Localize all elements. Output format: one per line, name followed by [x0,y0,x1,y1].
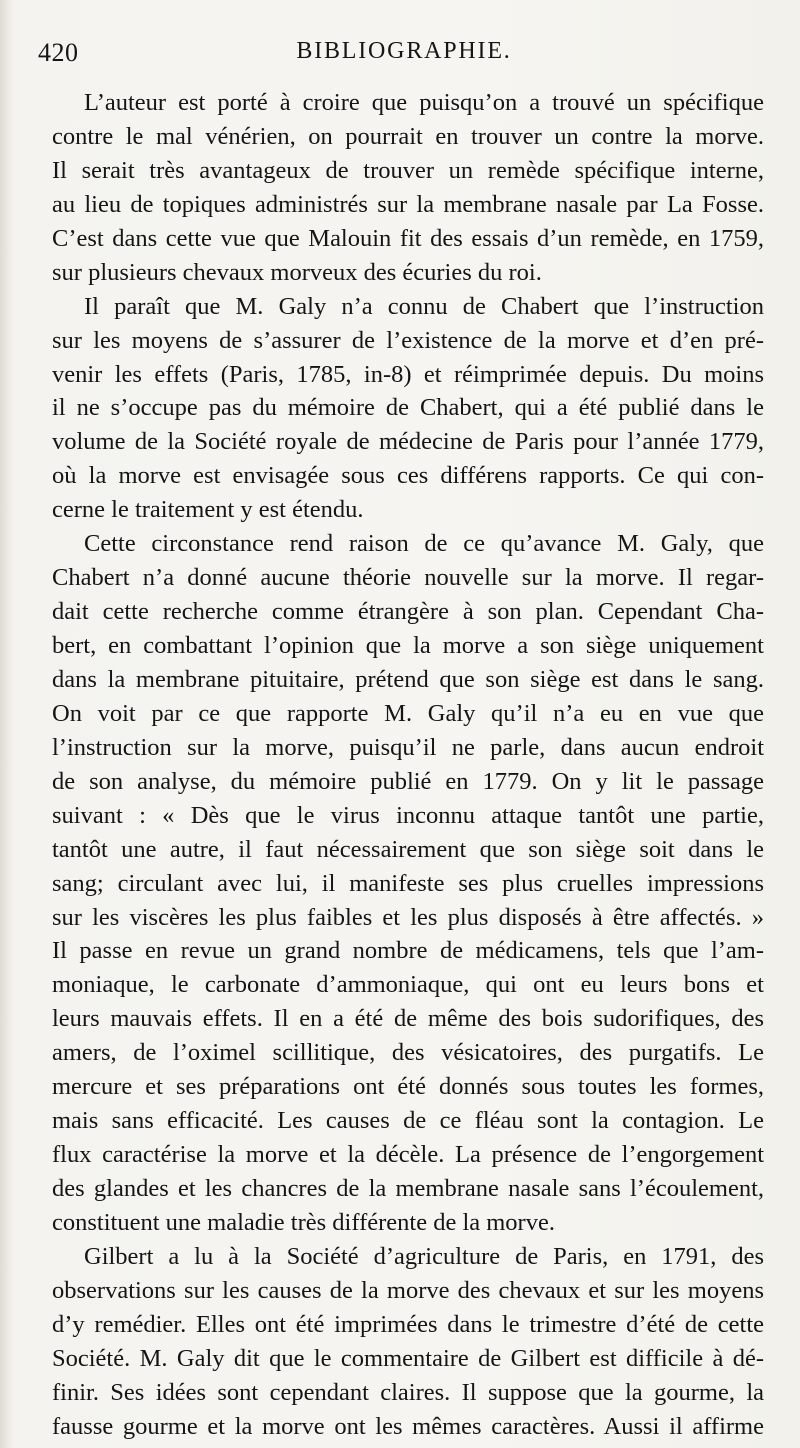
text-line: l’instruction sur la morve, puisqu’il ne parle, dans aucun endroit [52,733,764,761]
text-line: il ne s’occupe pas du mémoire de Chabert, qui a été publié dans le [52,394,764,422]
text-line: amers, de l’oximel scillitique, des vésicatoires, des purgatifs. Le [52,1039,764,1067]
text-line: Il passe en revue un grand nombre de médicamens, tels que l’am- [52,937,764,965]
text-line: Société. M. Galy dit que le commentaire de Gilbert est difficile à dé- [52,1344,764,1372]
text-line: On voit par ce que rapporte M. Galy qu’il n’a eu en vue que [52,699,764,727]
text-line: leurs mauvais effets. Il en a été de même des bois sudorifiques, des [52,1005,764,1033]
text-line: au lieu de topiques administrés sur la membrane nasale par La Fosse. [52,190,764,218]
paragraph [52,1240,764,1444]
text-line: bert, en combattant l’opinion que la morve a son siège uniquement [52,632,764,659]
text-line: d’y remédier. Elles ont été imprimées dans le trimestre d’été de cette [52,1310,764,1338]
text-line: Cette circonstance rend raison de ce qu’avance M. Galy, que [84,530,764,558]
text-line: observations sur les causes de la morve des chevaux et sur les moyens [52,1276,764,1304]
text-line: suivant : « Dès que le virus inconnu attaque tantôt une partie, [52,801,764,829]
text-line: sur les moyens de s’assurer de l’existence de la morve et d’en pré- [52,326,764,354]
text-line: où la morve est envisagée sous ces différens rapports. Ce qui con- [52,462,764,490]
text-line: L’auteur est porté à croire que puisqu’on a trouvé un spécifique [84,89,764,116]
text-line: fausse gourme et la morve ont les mêmes caractères. Aussi il affirme [52,1412,764,1440]
text-line: sang; circulant avec lui, il manifeste ses plus cruelles impressions [52,869,764,897]
text-line: sur plusieurs chevaux morveux des écuries du roi. [52,258,542,286]
page-header [34,38,774,78]
paragraph [52,527,764,1240]
paragraph [52,86,764,290]
text-line: C’est dans cette vue que Malouin fit des essais d’un remède, en 1759, [52,224,764,252]
text-line: mais sans efficacité. Les causes de ce fléau sont la contagion. Le [52,1107,764,1135]
text-line: tantôt une autre, il faut nécessairement que son siège soit dans le [52,835,764,863]
text-line: des glandes et les chancres de la membrane nasale sans l’écoulement, [52,1175,764,1202]
text-line: volume de la Société royale de médecine de Paris pour l’année 1779, [52,428,764,456]
text-line: Il serait très avantageux de trouver un remède spécifique interne, [52,156,764,184]
text-line: mercure et ses préparations ont été donnés sous toutes les formes, [52,1073,764,1101]
body-text [52,86,764,1444]
paragraph [52,290,764,528]
text-line: finir. Ses idées sont cependant claires. Il suppose que la gourme, la [52,1378,764,1406]
text-line: cerne le traitement y est étendu. [52,496,364,524]
text-line: Gilbert a lu à la Société d’agriculture de Paris, en 1791, des [84,1242,764,1270]
text-line: venir les effets (Paris, 1785, in-8) et réimprimée depuis. Du moins [52,360,764,388]
running-title: BIBLIOGRAPHIE. [296,38,512,64]
text-line: dait cette recherche comme étrangère à son plan. Cependant Cha- [52,598,764,626]
text-line: de son analyse, du mémoire publié en 1779. On y lit le passage [52,767,764,795]
text-line: dans la membrane pituitaire, prétend que son siège est dans le sang. [52,665,764,693]
text-line: constituent une maladie très différente de la morve. [52,1208,555,1236]
text-line: flux caractérise la morve et la décèle. La présence de l’engorgement [52,1141,764,1169]
text-line: Il paraît que M. Galy n’a connu de Chabert que l’instruction [84,292,764,320]
text-line: moniaque, le carbonate d’ammoniaque, qui ont eu leurs bons et [52,971,764,999]
text-line: Chabert n’a donné aucune théorie nouvelle sur la morve. Il regar- [52,564,764,592]
page-number: 420 [38,38,79,67]
text-line: contre le mal vénérien, on pourrait en trouver un contre la morve. [52,122,764,150]
text-line: sur les viscères les plus faibles et les plus disposés à être affectés. » [52,903,764,931]
